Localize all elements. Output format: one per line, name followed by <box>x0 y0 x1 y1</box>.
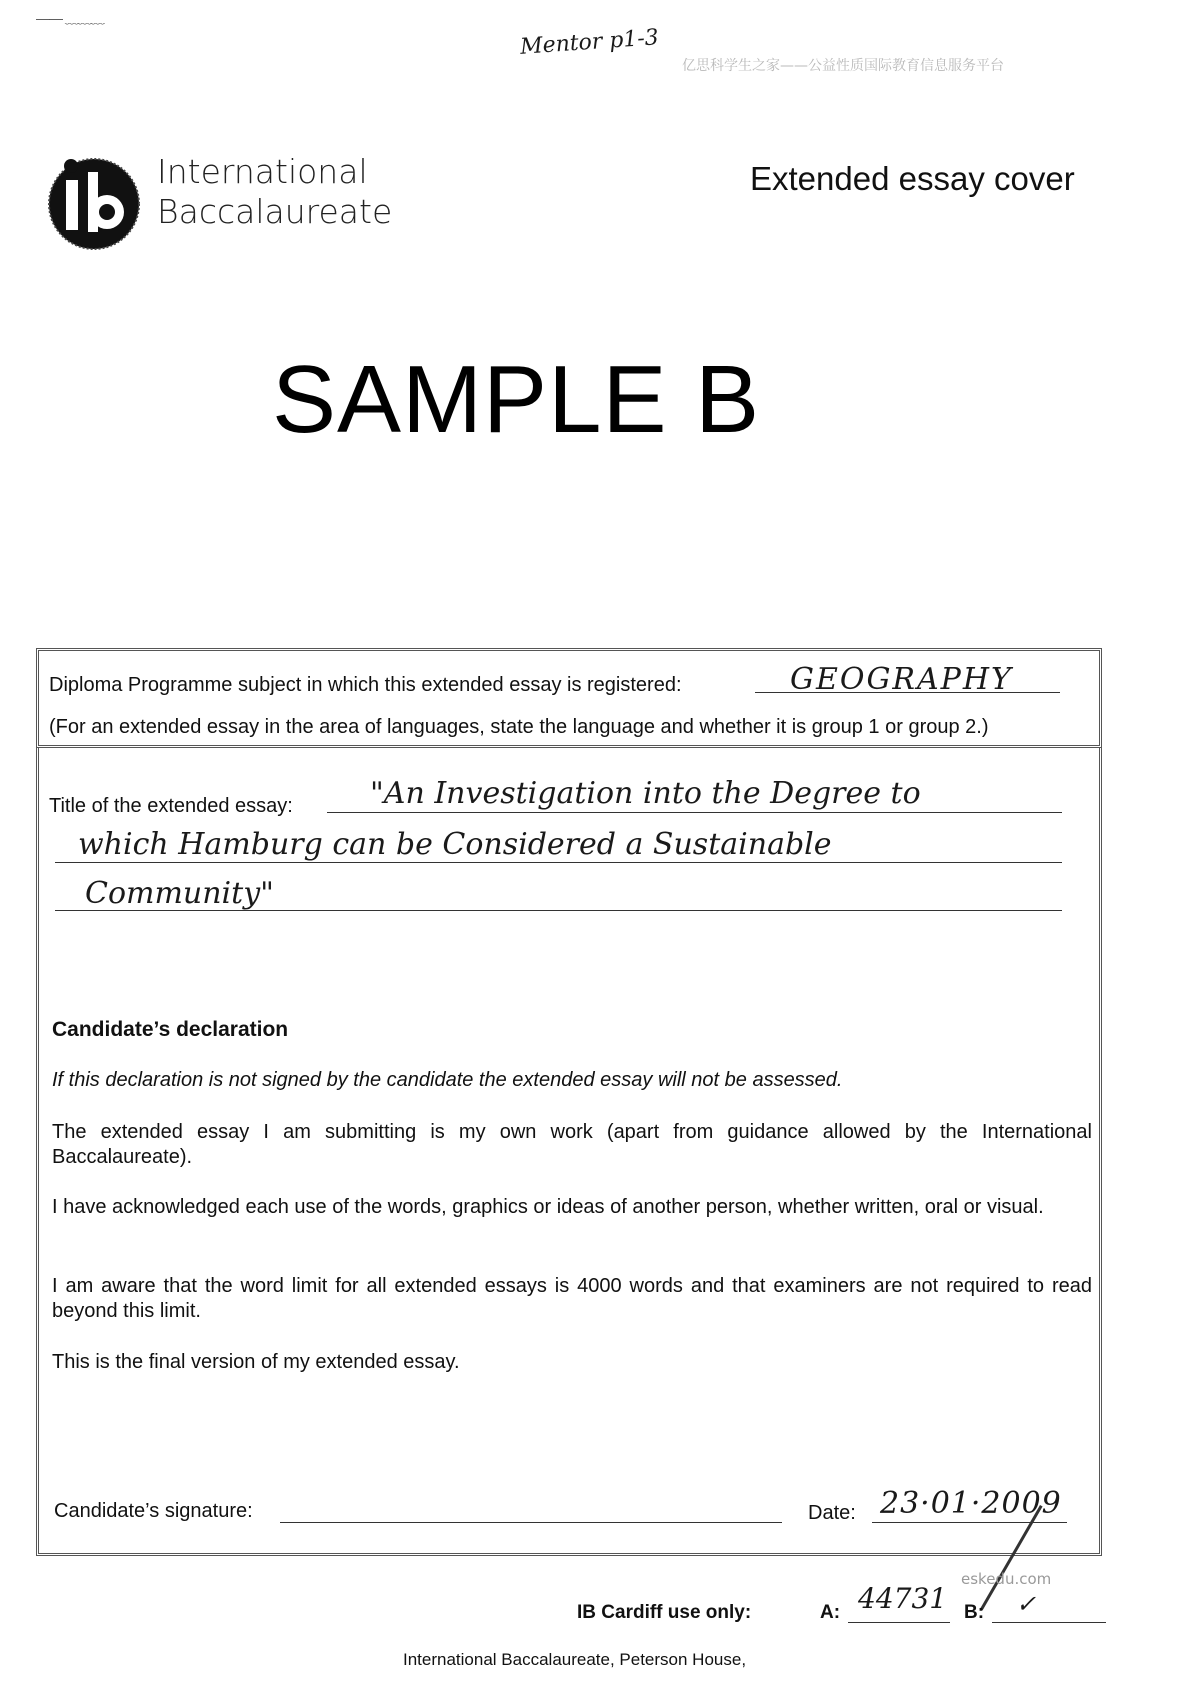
watermark-text: 亿思科学生之家——公益性质国际教育信息服务平台 <box>682 58 1004 74</box>
declaration-paragraph: The extended essay I am submitting is my own work (apart from guidance allowed by the International Baccalaureate). <box>52 1121 1092 1168</box>
office-b-value[interactable]: ✓ <box>1016 1590 1037 1618</box>
subject-label: Diploma Programme subject in which this extended essay is registered: <box>49 674 682 696</box>
declaration-warning: If this declaration is not signed by the candidate the extended essay will not be assessed. <box>52 1069 843 1091</box>
footer-address: International Baccalaureate, Peterson House, <box>403 1650 747 1669</box>
date-value[interactable]: 23·01·2009 <box>880 1486 1062 1521</box>
language-note: (For an extended essay in the area of languages, state the language and whether it is group 1 or group 2.) <box>49 716 989 738</box>
essay-title-line <box>327 812 1062 813</box>
signature-label: Candidate’s signature: <box>54 1500 253 1522</box>
handwritten-annotation: Mentor p1-3 <box>519 25 660 60</box>
office-b-label: B: <box>964 1602 985 1623</box>
office-use-label: IB Cardiff use only: <box>577 1602 752 1623</box>
subject-value[interactable]: GEOGRAPHY <box>790 662 1013 697</box>
top-scribble: —— ﹏﹏﹏ <box>36 10 104 26</box>
office-b-field-line <box>992 1622 1106 1623</box>
org-name-line1: International <box>157 152 368 191</box>
org-name-line2: Baccalaureate <box>157 192 393 231</box>
office-a-value[interactable]: 44731 <box>858 1582 948 1615</box>
declaration-paragraph: I am aware that the word limit for all extended essays is 4000 words and that examiners are not required to read beyond this limit. <box>52 1275 1092 1322</box>
ib-logo-icon <box>44 152 144 252</box>
office-a-field-line <box>848 1622 950 1623</box>
form-title: Extended essay cover <box>750 160 1075 197</box>
declaration-heading: Candidate’s declaration <box>52 1018 289 1041</box>
essay-title-value-line2[interactable]: which Hamburg can be Considered a Sustainable <box>78 827 832 862</box>
essay-title-label: Title of the extended essay: <box>49 795 293 817</box>
signature-field[interactable] <box>280 1522 782 1523</box>
site-watermark: eskedu.com <box>961 1570 1052 1588</box>
declaration-paragraph: This is the final version of my extended essay. <box>52 1351 460 1373</box>
office-a-label: A: <box>820 1602 841 1623</box>
essay-title-value-line3[interactable]: Community" <box>85 876 274 911</box>
date-field-line <box>872 1522 1067 1523</box>
date-label: Date: <box>808 1502 856 1524</box>
sample-label: SAMPLE B <box>272 346 761 453</box>
declaration-paragraph: I have acknowledged each use of the words, graphics or ideas of another person, whether written, oral or visual. <box>52 1196 1044 1218</box>
essay-title-line <box>55 862 1062 863</box>
essay-title-value-line1[interactable]: "An Investigation into the Degree to <box>370 776 921 811</box>
